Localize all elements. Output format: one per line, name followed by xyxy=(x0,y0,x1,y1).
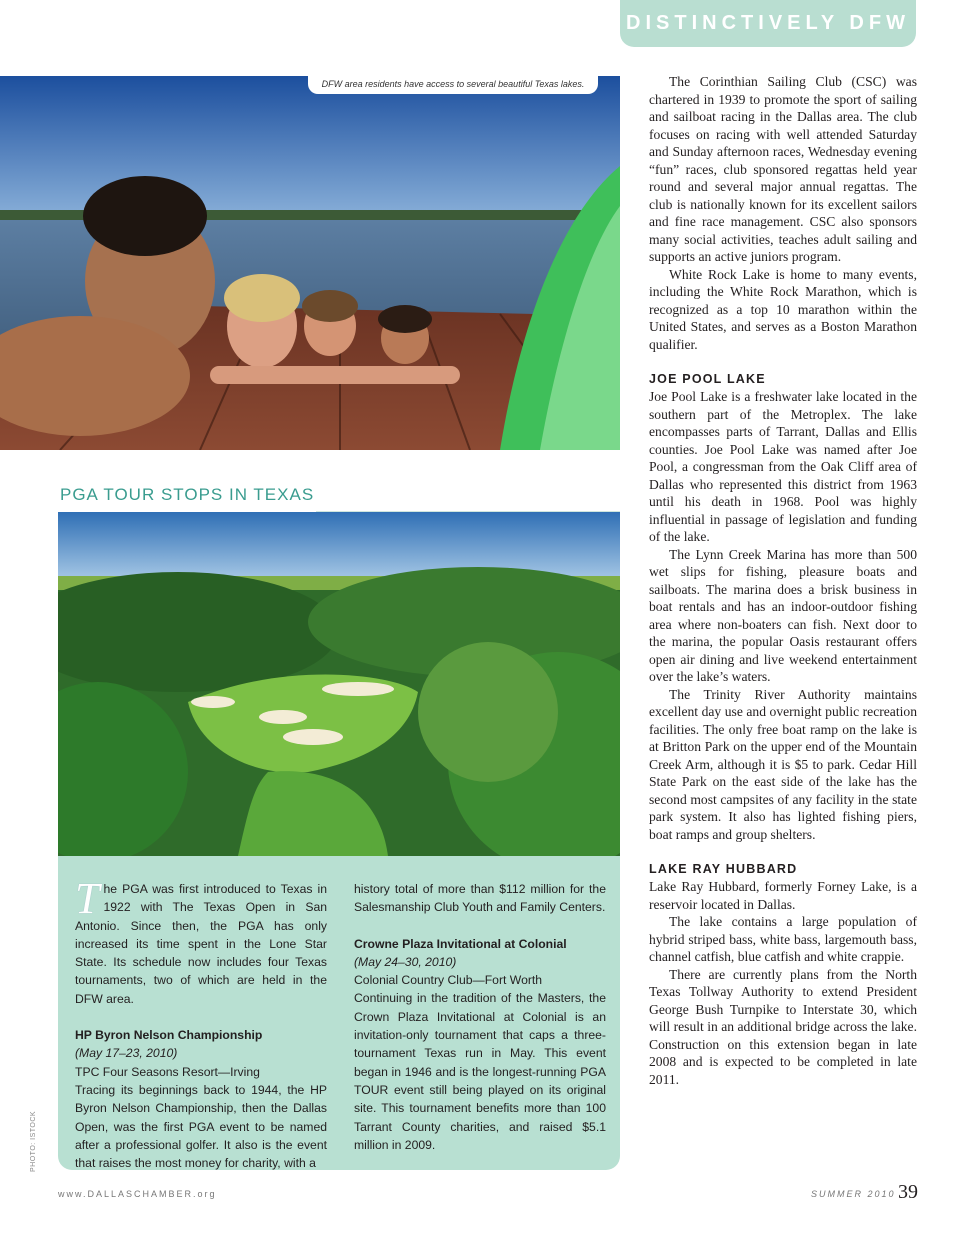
drop-cap: T xyxy=(75,874,100,923)
pga-text-box xyxy=(58,856,620,1170)
crowne-venue: Colonial Country Club—Fort Worth xyxy=(354,973,543,988)
lake-swimmers-photo xyxy=(0,76,620,450)
pga-section-title: PGA TOUR STOPS IN TEXAS xyxy=(58,478,316,512)
pga-column-left xyxy=(75,874,327,1172)
joe-pool-paragraph-3: The Trinity River Authority maintains excellent day use and overnight public recreation facilities. The only free boat ramp on the lake is at Britton Park on the upper end of the Mountain Creek Arm, although it is $5 to park. Cedar Hill State Park on the east side of the lake has the second most campsites of any facility in the state park system. It also has lighted fishing piers, boat ramps and group shelters. xyxy=(649,686,917,842)
byron-dates: (May 17–23, 2010) xyxy=(75,1046,178,1061)
ray-hubbard-paragraph-3: There are currently plans from the North Texas Tollway Authority to extend President George Bush Turnpike to Interstate 30, which will result in an additional bridge across the lake. Construction on this extension began in late 2008 and is expected to be completed in late 2011. xyxy=(649,966,917,1087)
byron-body-continued: history total of more than $112 million for the Salesmanship Club Youth and Family Centers. xyxy=(354,882,606,915)
sailing-club-paragraph: The Corinthian Sailing Club (CSC) was chartered in 1939 to promote the sport of sailing and sailboat racing in the Dallas area. The club focuses on racing with well attended Saturday and Sunday afternoon races, Wednesday evening “fun” races, club sponsored regattas held year round and several major annual regattas. The club is nationally known for its excellent sailors and fine race management. CSC also sponsors many social activities, teaches adult sailing and supports an active juniors program. xyxy=(649,74,917,264)
byron-venue: TPC Four Seasons Resort—Irving xyxy=(75,1064,260,1079)
website-link[interactable]: www.DALLASCHAMBER.org xyxy=(58,1189,217,1199)
joe-pool-paragraph-2: The Lynn Creek Marina has more than 500 wet slips for fishing, pleasure boats and sailboats. The marina does a brisk business in boat rentals and has an indoor-outdoor fishing area where non-boaters can fish. Next door to the marina, the popular Oasis restaurant offers open air dining and live weekend entertainment over the lake’s waters. xyxy=(649,546,917,684)
crowne-dates: (May 24–30, 2010) xyxy=(354,954,457,969)
joe-pool-heading: JOE POOL LAKE xyxy=(649,371,766,386)
pga-intro-text: he PGA was first introduced to Texas in 1922 with The Texas Open in San Antonio. Since then, the PGA has only increased its time spent in the Lone Star State. Its schedule now includes four Texas tournaments, two of which are held in the DFW area. xyxy=(75,882,327,1006)
article-column xyxy=(649,73,917,1088)
ray-hubbard-heading: LAKE RAY HUBBARD xyxy=(649,861,798,876)
pga-column-right xyxy=(354,880,606,1154)
golf-course-photo xyxy=(58,512,620,856)
pga-intro xyxy=(75,874,327,1008)
byron-body: Tracing its beginnings back to 1944, the HP Byron Nelson Championship, then the Dallas Open, was the first PGA event to be named after a professional golfer. It also is the event that raises the most money for charity, with a xyxy=(75,1082,327,1171)
photo-caption: DFW area residents have access to several beautiful Texas lakes. xyxy=(308,76,598,94)
crowne-heading: Crowne Plaza Invitational at Colonial xyxy=(354,936,567,951)
byron-heading: HP Byron Nelson Championship xyxy=(75,1028,263,1043)
ray-hubbard-paragraph-2: The lake contains a large population of hybrid striped bass, white bass, largemouth bass, channel catfish, blue catfish and white crappie. xyxy=(649,914,917,964)
crowne-body: Continuing in the tradition of the Masters, the Crown Plaza Invitational at Colonial is an invitation-only tournament that caps a three-tournament Texas run in May. This event began in 1946 and is the longest-running PGA TOUR event still being played on its original site. This tournament benefits more than 100 Tarrant County charities, and raised $5.1 million in 2009. xyxy=(354,991,606,1152)
ray-hubbard-paragraph-1: Lake Ray Hubbard, formerly Forney Lake, is a reservoir located in Dallas. xyxy=(649,879,917,912)
page-number: 39 xyxy=(898,1181,918,1203)
photo-credit: PHOTO: ISTOCK xyxy=(30,1110,37,1172)
joe-pool-paragraph-1: Joe Pool Lake is a freshwater lake located in the southern part of the Metroplex. The lake encompasses parts of Tarrant, Dallas and Ellis counties. Joe Pool Lake was named after Joe Pool, a congressman from the Oak Cliff area of Dallas who represented this district from 1963 until his death in 1968. Pool was highly influential in passage of legislation and funding of the lake. xyxy=(649,389,917,544)
white-rock-paragraph: White Rock Lake is home to many events, including the White Rock Marathon, which is recognized as a top 10 marathon within the United States, and serves as a Boston Marathon qualifier. xyxy=(649,266,917,352)
section-banner: DISTINCTIVELY DFW xyxy=(620,0,916,47)
issue-label: SUMMER 2010 xyxy=(811,1189,896,1199)
